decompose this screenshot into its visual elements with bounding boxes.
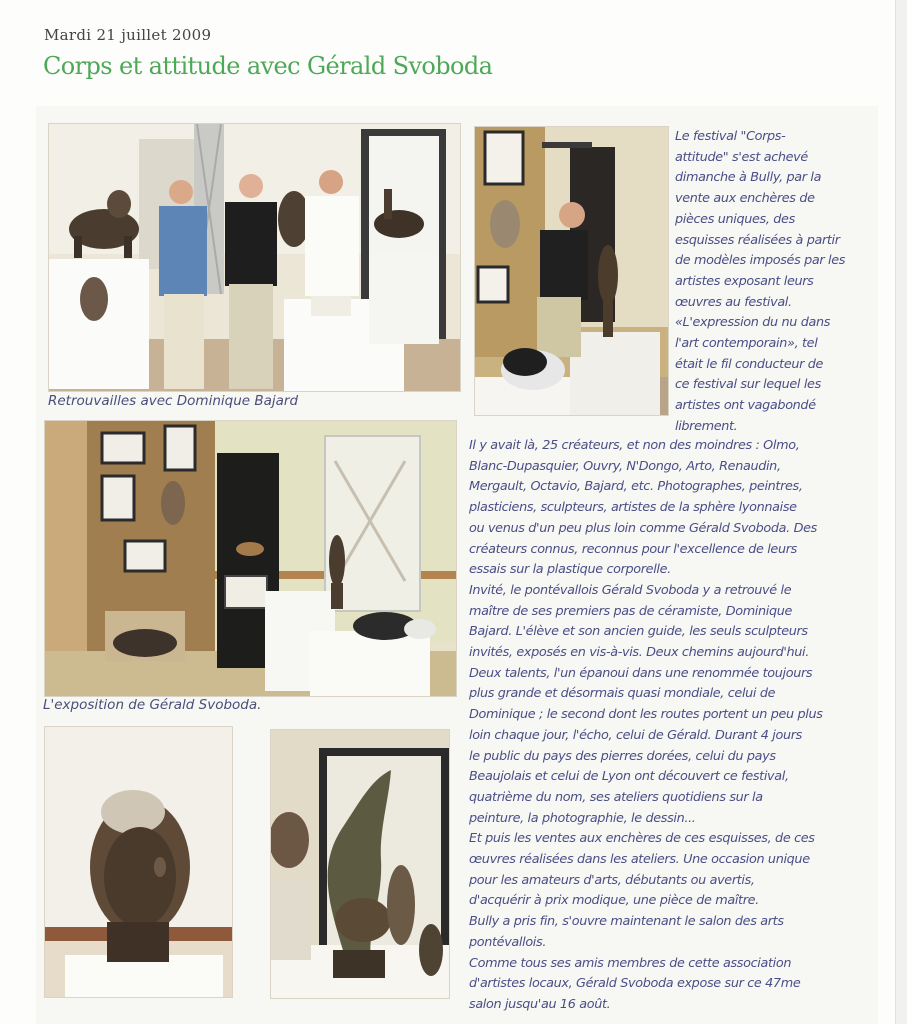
post-title: Corps et attitude avec Gérald Svoboda bbox=[43, 52, 493, 80]
page-edge bbox=[895, 0, 907, 1024]
article-line: le public du pays des pierres dorées, celui du pays bbox=[469, 748, 776, 764]
article-line: Il y avait là, 25 créateurs, et non des moindres : Olmo, bbox=[469, 438, 800, 453]
article-line: Invité, le pontévallois Gérald Svoboda y a retrouvé le bbox=[469, 582, 792, 598]
article-line: plasticiens, sculpteurs, artistes de la sphère lyonnaise bbox=[469, 500, 797, 516]
article-line: œuvres réalisées dans les ateliers. Une occasion unique bbox=[469, 852, 810, 868]
article-line: l'art contemporain», tel bbox=[675, 336, 818, 352]
article-column-top bbox=[675, 127, 873, 438]
article-line: créateurs connus, reconnus pour l'excellence de leurs bbox=[469, 541, 797, 557]
article-line: Mergault, Octavio, Bajard, etc. Photographes, peintres, bbox=[469, 479, 803, 495]
article-line: attitude" s'est achevé bbox=[675, 149, 808, 165]
article-line: Et puis les ventes aux enchères de ces esquisses, de ces bbox=[469, 831, 815, 847]
article-line: peinture, la photographie, le dessin... bbox=[469, 810, 696, 826]
article-line: Beaujolais et celui de Lyon ont découvert ce festival, bbox=[469, 769, 789, 785]
article-line: Dominique ; le second dont les routes portent un peu plus bbox=[469, 707, 823, 723]
article-line: loin chaque jour, l'écho, celui de Gérald. Durant 4 jours bbox=[469, 727, 802, 743]
photo-man-with-statue bbox=[475, 127, 668, 415]
article-line: librement. bbox=[675, 418, 738, 434]
article-line: artistes ont vagabondé bbox=[675, 398, 816, 414]
article-line: salon jusqu'au 16 août. bbox=[469, 996, 611, 1012]
article-line: pour les amateurs d'arts, débutants ou avertis, bbox=[469, 872, 755, 888]
article-line: pièces uniques, des bbox=[675, 211, 795, 227]
article-line: esquisses réalisées à partir bbox=[675, 232, 840, 248]
article-column-main bbox=[469, 436, 874, 1016]
article-line: Comme tous ses amis membres de cette association bbox=[469, 955, 792, 971]
article-line: invités, exposés en vis-à-vis. Deux chemins aujourd'hui. bbox=[469, 645, 809, 661]
article-line: de modèles imposés par les bbox=[675, 253, 846, 269]
article-line: Le festival "Corps- bbox=[675, 129, 786, 144]
caption-exhibition: L'exposition de Gérald Svoboda. bbox=[43, 697, 262, 713]
article-line: Bully a pris fin, s'ouvre maintenant le salon des arts bbox=[469, 914, 784, 930]
photo-bust bbox=[45, 727, 232, 997]
article-line: dimanche à Bully, par la bbox=[675, 170, 822, 186]
article-line: d'acquérir à prix modique, une pièce de maître. bbox=[469, 893, 759, 909]
article-line: «L'expression du nu dans bbox=[675, 315, 831, 331]
article-line: quatrième du nom, ses ateliers quotidiens sur la bbox=[469, 789, 763, 805]
article-line: vente aux enchères de bbox=[675, 191, 815, 207]
article-line: essais sur la plastique corporelle. bbox=[469, 562, 671, 578]
article-line: était le fil conducteur de bbox=[675, 356, 824, 372]
photo-reunion bbox=[49, 124, 460, 391]
article-line: Blanc-Dupasquier, Ouvry, N'Dongo, Arto, Renaudin, bbox=[469, 458, 781, 474]
article-line: pontévallois. bbox=[469, 934, 547, 950]
article-line: Deux talents, l'un épanoui dans une renommée toujours bbox=[469, 665, 813, 681]
photo-sculptures bbox=[271, 730, 449, 998]
article-line: artistes exposant leurs bbox=[675, 273, 814, 289]
article-line: maître de ses premiers pas de céramiste, Dominique bbox=[469, 603, 793, 619]
post-date: Mardi 21 juillet 2009 bbox=[44, 26, 212, 44]
photo-exhibition bbox=[45, 421, 456, 696]
article-line: plus grande et désormais quasi mondiale, celui de bbox=[469, 686, 776, 702]
article-line: d'artistes locaux, Gérald Svoboda expose sur ce 47me bbox=[469, 976, 801, 992]
article-line: Bajard. L'élève et son ancien guide, les seuls sculpteurs bbox=[469, 624, 808, 640]
article-line: ou venus d'un peu plus loin comme Gérald Svoboda. Des bbox=[469, 520, 817, 536]
caption-reunion: Retrouvailles avec Dominique Bajard bbox=[48, 393, 299, 409]
article-line: œuvres au festival. bbox=[675, 294, 792, 310]
article-line: ce festival sur lequel les bbox=[675, 377, 821, 393]
